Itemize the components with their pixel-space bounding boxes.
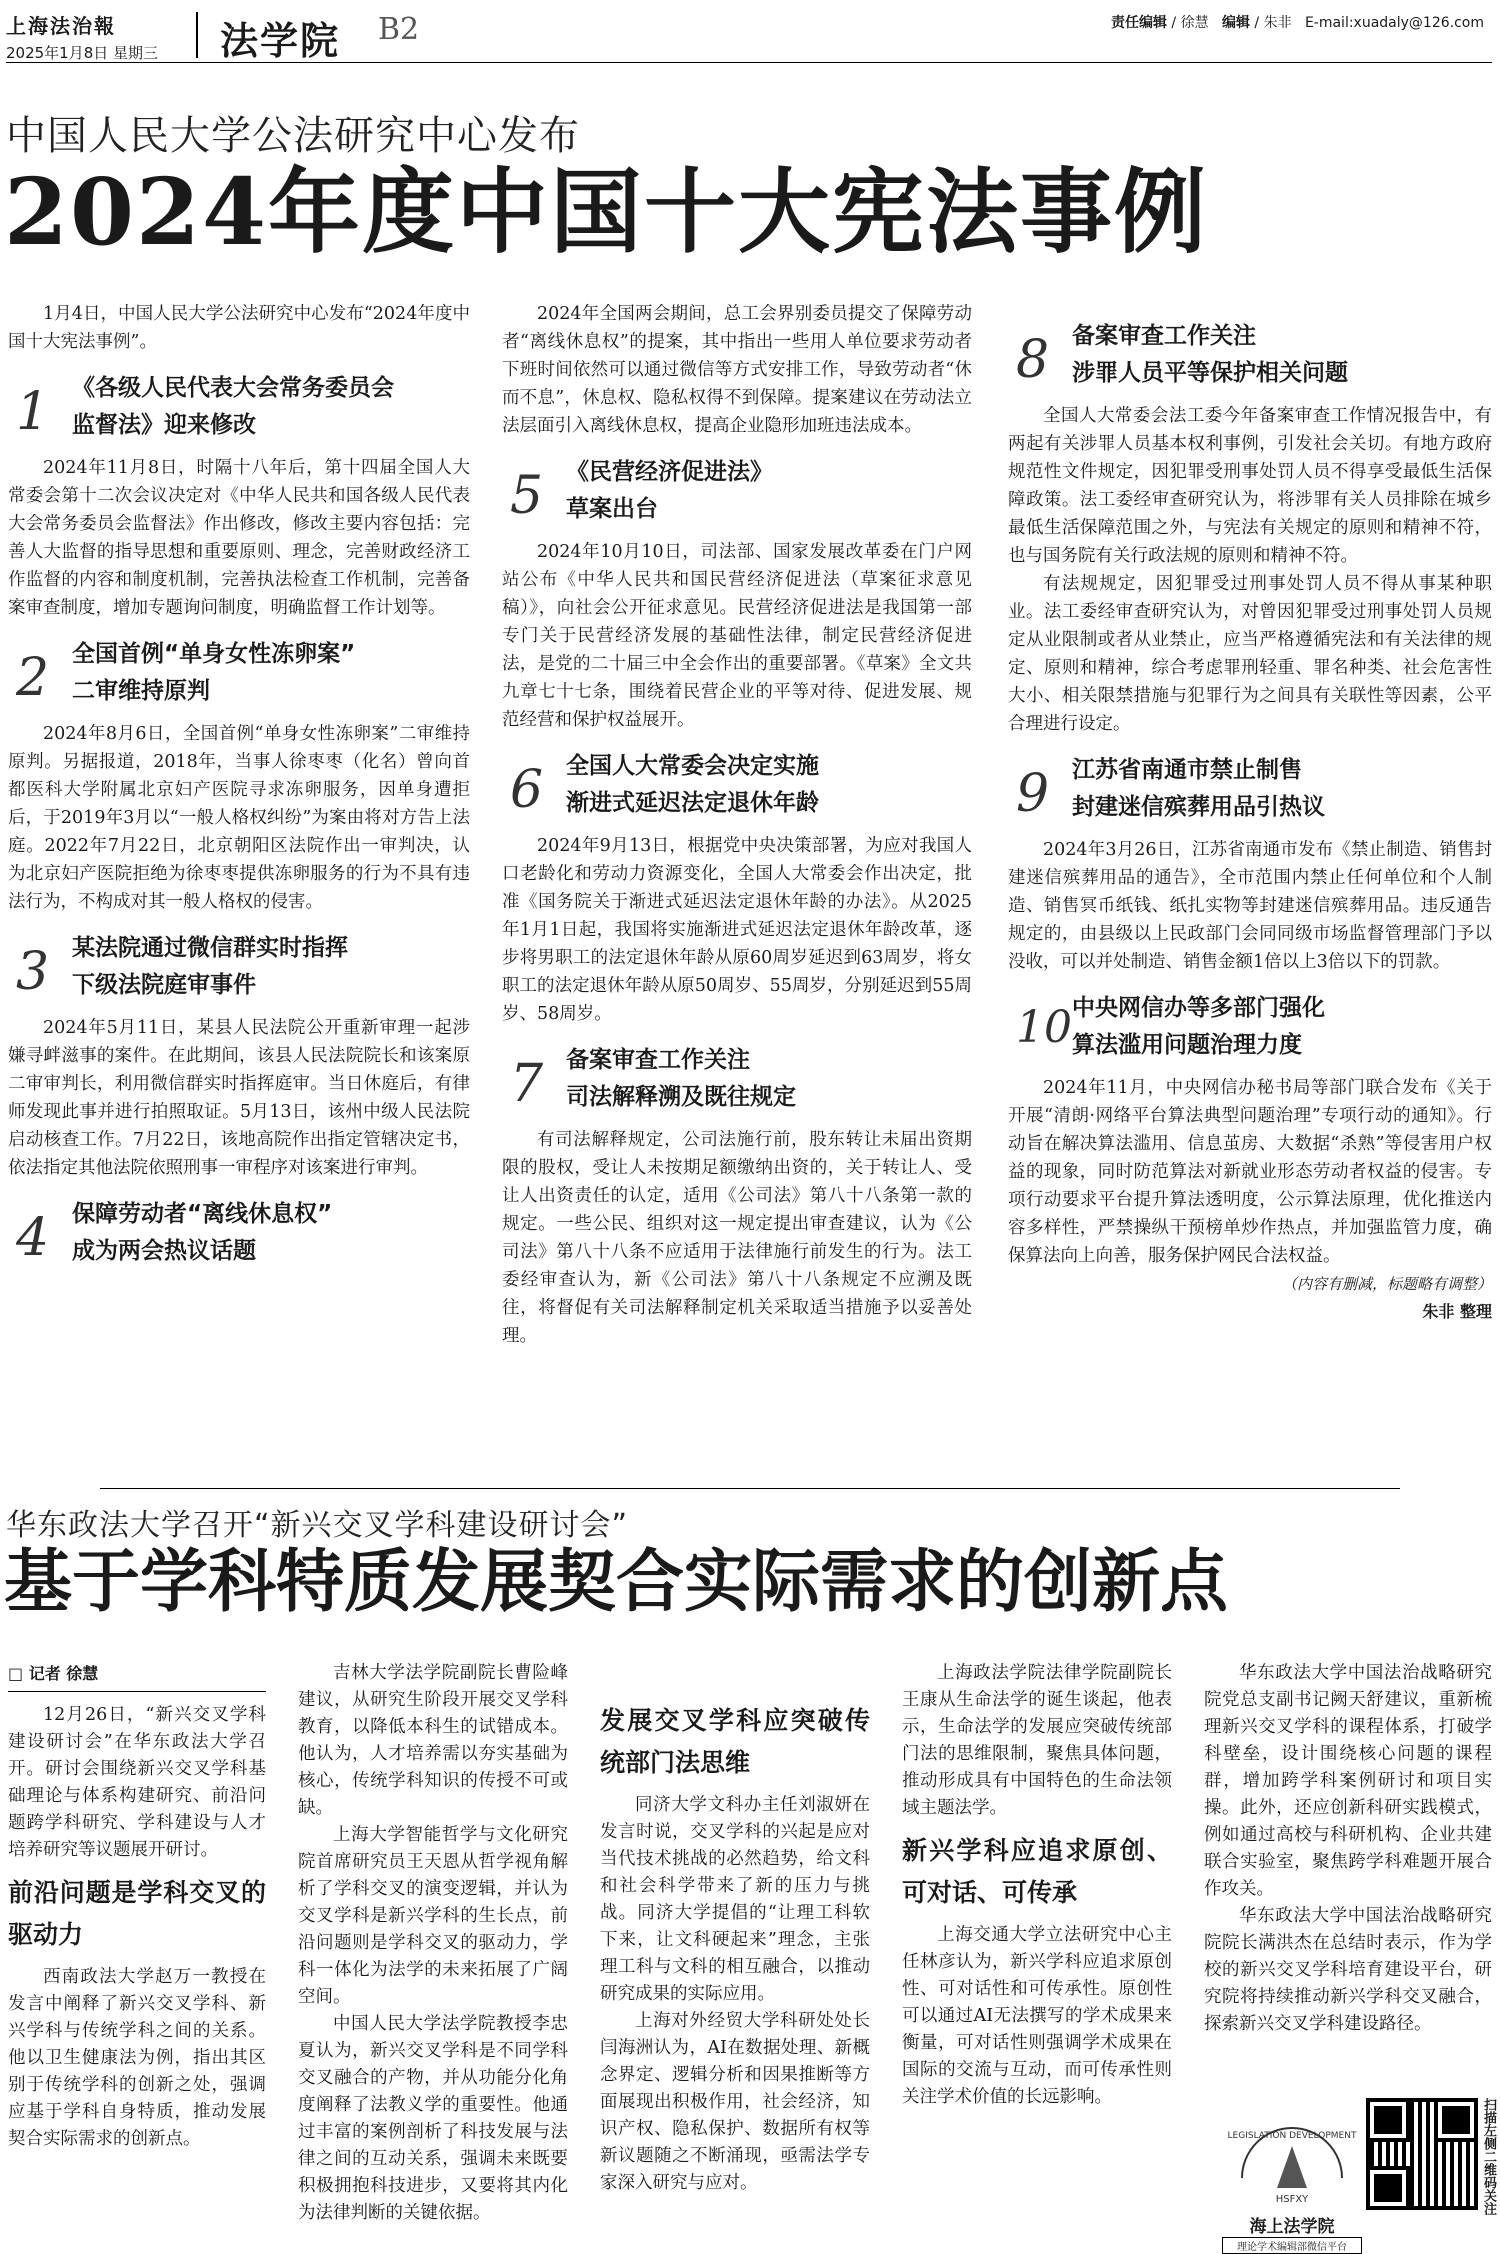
item-number: 7 — [510, 1054, 544, 1114]
item-body: 有司法解释规定，公司法施行前，股东转让未届出资期限的股权，受让人未按期足额缴纳出资的，关于转让人、受让人出资责任的认定，适用《公司法》第八十八条第一款的规定。一些公民、组织对这一规定提出审查建议，认为《公司法》第八十八条不应适用于法律施行前发生的行为。法工委经审查认为，新《公司法》第八十八条规定不应溯及既往，将督促有关司法解释制定机关采取适当措施予以妥善处理。 — [502, 1130, 972, 1346]
item-number: 8 — [1016, 330, 1050, 390]
brand-emblem-text: LEGISLATION DEVELOPMENT — [1227, 2131, 1357, 2141]
item-title-line1: 江苏省南通市禁止制售 — [1072, 757, 1302, 783]
item-body: 2024年9月13日，根据党中央决策部署，为应对我国人口老龄化和劳动力资源变化，全国人大常委会作出决定，批准《国务院关于渐进式延迟法定退休年龄的办法》。从2025年1月1日起，我国将实施渐进式延迟法定退休年龄改革，逐步将男职工的法定退休年龄从原60周岁延迟到63周岁，将女职工的法定退休年龄从原50周岁、55周岁，分别延迟到55周岁、58周岁。 — [502, 836, 972, 1024]
item-title — [8, 370, 470, 444]
section-title: 法学院 — [220, 19, 341, 63]
item-body: 2024年11月，中央网信办秘书局等部门联合发布《关于开展“清朗·网络平台算法典型问题治理”专项行动的通知》。行动旨在解决算法滥用、信息茧房、大数据“杀熟”等侵害用户权益的现象，同时防范算法对新就业形态劳动者权益的侵害。专项行动要求平台提升算法透明度，公示算法原理，优化推送内容多样性，严禁操纵干预榜单炒作热点，并加强监管力度，确保算法向上向善，服务保护网民合法权益。 — [1008, 1078, 1492, 1266]
editor-email: E-mail:xuadaly@126.com — [1304, 15, 1484, 31]
item-title-line1: 保障劳动者“离线休息权” — [72, 1201, 333, 1227]
paragraph: 上海交通大学立法研究中心主任林彦认为，新兴学科应追求原创性、可对话性和可传承性。原创性可以通过AI无法撰写的学术成果来衡量，可对话性则强调学术成果在国际的交流与互动，而可传承性则关注学术价值的长远影响。 — [902, 1925, 1172, 2107]
item-title-line1: 《民营经济促进法》 — [566, 459, 773, 485]
story1-lead: 1月4日，中国人民大学公法研究中心发布“2024年度中国十大宪法事例”。 — [8, 304, 470, 352]
item-title-line1: 《各级人民代表大会常务委员会 — [72, 375, 394, 401]
item-title-line2: 成为两会热议话题 — [72, 1238, 256, 1264]
brand-subtitle: 理论学术编辑部微信平台 — [1222, 2237, 1362, 2254]
item-number: 3 — [16, 942, 50, 1002]
item-title — [8, 1196, 470, 1270]
story-divider — [100, 1488, 1400, 1489]
item-title-line1: 全国首例“单身女性冻卵案” — [72, 641, 356, 667]
item-number: 1 — [16, 382, 50, 442]
paragraph: 吉林大学法学院副院长曹险峰建议，从研究生阶段开展交叉学科教育，以降低本科生的试错成本。他认为，人才培养需以夯实基础为核心，传统学科知识的传授不可或缺。 — [298, 1663, 568, 1818]
compiler-signature: 朱非 整理 — [1422, 1302, 1492, 1321]
story2-column-5 — [1204, 1660, 1492, 2038]
item-body: 2024年5月11日，某县人民法院公开重新审理一起涉嫌寻衅滋事的案件。在此期间，该县人民法院院长和该案原二审审判长，利用微信群实时指挥庭审。当日休庭后，有律师发现此事并进行拍照取证。5月13日，该州中级人民法院启动核查工作。7月22日，该地高院作出指定管辖决定书，依法指定其他法院依照刑事一审程序对该案进行审判。 — [8, 1018, 470, 1178]
story2-headline: 基于学科特质发展契合实际需求的创新点 — [4, 1542, 1229, 1622]
item-number: 5 — [510, 466, 544, 526]
item-number: 9 — [1016, 764, 1050, 824]
story1-column-1 — [8, 300, 470, 1280]
item-title — [8, 930, 470, 1004]
story2-column-1 — [8, 1660, 266, 2153]
subheading: 新兴学科应追求原创、可对话、可传承 — [902, 1836, 1172, 1907]
paragraph: 上海对外经贸大学科研处处长闫海洲认为，AI在数据处理、新概念界定、逻辑分析和因果推断等方面展现出积极作用，社会经济，知识产权、隐私保护、数据所有权等新议题随之不断涌现，亟需法学专家深入研究与应对。 — [600, 2011, 870, 2193]
item-title-line1: 中央网信办等多部门强化 — [1072, 995, 1325, 1021]
item-body: 2024年8月6日，全国首例“单身女性冻卵案”二审维持原判。另据报道，2018年，当事人徐枣枣（化名）曾向首都医科大学附属北京妇产医院寻求冻卵服务，因单身遭拒后，于2019年3月以“一般人格权纠纷”为案由将对方告上法庭。2022年7月22日，北京朝阳区法院作出一审判决，认为北京妇产医院拒绝为徐枣枣提供冻卵服务的行为不具有违法行为，不构成对其一般人格权的侵害。 — [8, 724, 470, 912]
paragraph: 上海政法学院法律学院副院长王康从生命法学的诞生谈起，他表示，生命法学的发展应突破传统部门法的思维限制，聚焦具体问题，推动形成具有中国特色的生命法领域主题法学。 — [902, 1663, 1172, 1818]
item-body-continued: 有法规规定，因犯罪受过刑事处罚人员不得从事某种职业。法工委经审查研究认为，对曾因犯罪受过刑事处罚人员规定从业限制或者从业禁止，应当严格遵循宪法和有关法律的规定、原则和精神，综合考虑罪刑轻重、罪名种类、社会危害性大小、相关限禁措施与犯罪行为之间具有关联性等因素，公平合理进行设定。 — [1008, 574, 1492, 734]
item-title — [502, 454, 972, 528]
item-number: 10 — [1016, 1002, 1072, 1053]
qr-code[interactable] — [1366, 2098, 1478, 2210]
story2-column-2 — [298, 1660, 568, 2227]
brand-logo — [1222, 2098, 1362, 2253]
story2-kicker: 华东政法大学召开“新兴交叉学科建设研讨会” — [6, 1508, 629, 1543]
item-title-line1: 某法院通过微信群实时指挥 — [72, 935, 348, 961]
copyeditor-name: 朱非 — [1263, 15, 1292, 31]
subheading: 发展交叉学科应突破传统部门法思维 — [600, 1706, 870, 1777]
item-title — [502, 748, 972, 822]
copyeditor-label: 编辑 — [1221, 15, 1250, 31]
item-title — [8, 636, 470, 710]
subheading: 前沿问题是学科交叉的驱动力 — [8, 1878, 266, 1949]
story1-kicker: 中国人民大学公法研究中心发布 — [6, 113, 580, 159]
story1-headline: 2024年度中国十大宪法事例 — [4, 158, 1209, 266]
story2-column-4 — [902, 1660, 1172, 2111]
page-number: B2 — [378, 12, 420, 47]
story2-column-3 — [600, 1660, 870, 2197]
item-number: 2 — [16, 648, 50, 708]
item-title-line2: 二审维持原判 — [72, 678, 210, 704]
paragraph: 西南政法大学赵万一教授在发言中阐释了新兴交叉学科、新兴学科与传统学科之间的关系。他以卫生健康法为例，指出其区别于传统学科的创新之处，强调应基于学科自身特质，推动发展契合实际需求的创新点。 — [8, 1967, 266, 2149]
item-body: 全国人大常委会法工委今年备案审查工作情况报告中，有两起有关涉罪人员基本权利事例，引发社会关切。有地方政府规范性文件规定，因犯罪受刑事处罚人员不得享受最低生活保障政策。法工委经审查研究认为，将涉罪有关人员排除在城乡最低生活保障范围之外，与宪法有关规定的原则和精神不符，也与国务院有关行政法规的原则和精神不符。 — [1008, 406, 1492, 566]
paragraph: 同济大学文科办主任刘淑妍在发言时说，交叉学科的兴起是应对当代技术挑战的必然趋势，给文科和社会科学带来了新的压力与挑战。同济大学提倡的“让理工科软下来，让文科硬起来”理念，主张理工科与文科的相互融合，以推动研究成果的实际应用。 — [600, 1795, 870, 2004]
qr-caption: 扫描左侧二维码关注 — [1481, 2098, 1496, 2215]
item-title-line2: 司法解释溯及既往规定 — [566, 1084, 796, 1110]
item-number: 6 — [510, 760, 544, 820]
editor-label: 责任编辑 — [1110, 15, 1167, 31]
item-title-line1: 备案审查工作关注 — [1072, 323, 1256, 349]
item-title — [1008, 990, 1492, 1064]
item-body: 2024年全国两会期间，总工会界别委员提交了保障劳动者“离线休息权”的提案，其中指出一些用人单位要求劳动者下班时间依然可以通过微信等方式安排工作，导致劳动者“休而不息”，休息权、隐私权得不到保障。提案建议在劳动法立法层面引入离线休息权，提高企业隐形加班违法成本。 — [502, 304, 972, 436]
item-number: 4 — [16, 1208, 50, 1268]
brand-emblem-icon — [1222, 2098, 1362, 2208]
reporter-byline: □ 记者 徐慧 — [8, 1660, 266, 1692]
story1-column-3 — [1008, 300, 1492, 1326]
paragraph: 华东政法大学中国法治战略研究院院长满洪杰在总结时表示，作为学校的新兴交叉学科培育建设平台，研究院将持续推动新兴学科交叉融合，探索新兴交叉学科建设路径。 — [1204, 1906, 1492, 2034]
item-title-line2: 渐进式延迟法定退休年龄 — [566, 790, 819, 816]
item-title-line1: 全国人大常委会决定实施 — [566, 753, 819, 779]
paragraph: 华东政法大学中国法治战略研究院党总支副书记阙天舒建议，重新梳理新兴交叉学科的课程体系，打破学科壁垒，设计围绕核心问题的课程群，增加跨学科案例研讨和项目实操。此外，还应创新科研实践模式，例如通过高校与科研机构、企业共建联合实验室，聚焦跨学科难题开展合作攻关。 — [1204, 1663, 1492, 1899]
editor-note: （内容有删减，标题略有调整） — [1281, 1275, 1492, 1293]
page-header — [6, 8, 1492, 63]
story1-column-2 — [502, 300, 972, 1350]
paragraph: 中国人民大学法学院教授李忠夏认为，新兴交叉学科是不同学科交叉融合的产物，并从功能分化角度阐释了法教义学的重要性。他通过丰富的案例剖析了科技发展与法律之间的互动关系，强调未来既要积极拥抱科技进步，又要将其内化为法律判断的关键依据。 — [298, 2014, 568, 2223]
paragraph: 上海大学智能哲学与文化研究院首席研究员王天恩从哲学视角解析了学科交叉的演变逻辑，并认为交叉学科是新兴学科的生长点，前沿问题则是学科交叉的驱动力，学科一体化为法学的未来拓展了广阔空间。 — [298, 1825, 568, 2007]
item-title-line2: 封建迷信殡葬用品引热议 — [1072, 794, 1325, 820]
item-title — [502, 1042, 972, 1116]
brand-abbr: HSFXY — [1275, 2194, 1309, 2205]
item-title-line1: 备案审查工作关注 — [566, 1047, 750, 1073]
story2-lead: 12月26日，“新兴交叉学科建设研讨会”在华东政法大学召开。研讨会围绕新兴交叉学科基础理论与体系构建研究、前沿问题跨学科研究、学科建设与人才培养研究等议题展开研讨。 — [8, 1705, 266, 1860]
item-body: 2024年11月8日，时隔十八年后，第十四届全国人大常委会第十二次会议决定对《中华人民共和国各级人民代表大会常务委员会监督法》作出修改，修改主要内容包括：完善人大监督的指导思想和重要原则、理念，完善财政经济工作监督的内容和制度机制，完善执法检查工作机制，完善备案审查制度，增加专题询问制度，明确监督工作计划等。 — [8, 458, 470, 618]
item-body: 2024年10月10日，司法部、国家发展改革委在门户网站公布《中华人民共和国民营经济促进法（草案征求意见稿）》，向社会公开征求意见。民营经济促进法是我国第一部专门关于民营经济发展的基础性法律，制定民营经济促进法，是党的二十届三中全会作出的重要部署。《草案》全文共九章七十七条，围绕着民营企业的平等对待、促进发展、规范经营和保护权益展开。 — [502, 542, 972, 730]
item-title-line2: 草案出台 — [566, 496, 658, 522]
item-title — [1008, 318, 1492, 392]
item-body: 2024年3月26日，江苏省南通市发布《禁止制造、销售封建迷信殡葬用品的通告》，全市范围内禁止任何单位和个人制造、销售冥币纸钱、纸扎实物等封建迷信殡葬用品。违反通告规定的，由县级以上民政部门会同同级市场监督管理部门予以没收，可以并处制造、销售金额1倍以上3倍以下的罚款。 — [1008, 840, 1492, 972]
item-title-line2: 算法滥用问题治理力度 — [1072, 1032, 1302, 1058]
masthead: 上海法治報 — [6, 14, 116, 38]
editor-name: 徐慧 — [1180, 15, 1209, 31]
issue-date: 2025年1月8日 星期三 — [6, 44, 159, 62]
item-title-line2: 监督法》迎来修改 — [72, 412, 256, 438]
editor-credits: 责任编辑 / 徐慧 编辑 / 朱非 E-mail:xuadaly@126.com — [1110, 15, 1484, 31]
item-title-line2: 下级法院庭审事件 — [72, 972, 256, 998]
brand-name: 海上法学院 — [1249, 2217, 1335, 2237]
item-title-line2: 涉罪人员平等保护相关问题 — [1072, 360, 1348, 386]
item-title — [1008, 752, 1492, 826]
header-separator — [196, 12, 198, 58]
